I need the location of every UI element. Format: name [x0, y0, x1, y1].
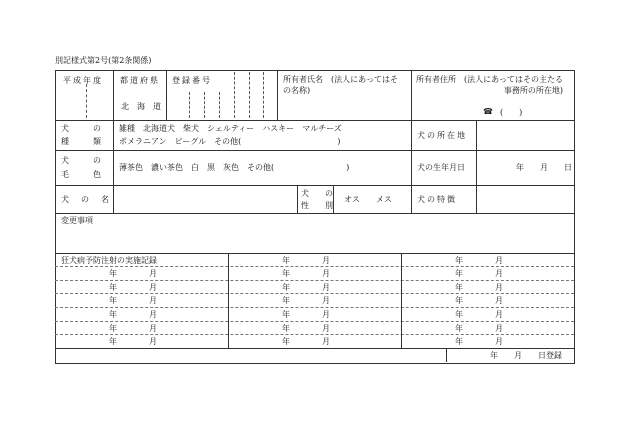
vaccination-cell: 年 月: [109, 283, 157, 292]
sex-label-1: 犬 の: [301, 189, 333, 198]
vaccination-cell: 年 月: [455, 337, 503, 346]
vaccination-cell: 年 月: [455, 310, 503, 319]
vaccination-cell: 年 月: [455, 283, 503, 292]
birth-date: 年 月 日: [516, 163, 572, 172]
vaccination-cell: 年 月: [455, 296, 503, 305]
registration-number-label: 登録番号: [172, 76, 212, 85]
sex-options: オス メス: [344, 195, 392, 204]
dog-name-field[interactable]: [115, 187, 295, 211]
vaccination-cell: 年 月: [109, 324, 157, 333]
breed-label-2: 種 類: [61, 137, 101, 146]
vaccination-cell: 年 月: [282, 324, 330, 333]
color-label-1: 犬 の: [61, 156, 101, 165]
owner-address-label: 所有者住所 (法人にあってはその主たる 事務所の所在地): [416, 75, 564, 95]
color-label-2: 毛 色: [61, 170, 101, 179]
phone-parens: ( ): [500, 108, 523, 117]
vaccination-cell: 年 月: [109, 337, 157, 346]
vaccination-cell: 年 月: [282, 283, 330, 292]
fiscal-year-label: 平成年度: [63, 76, 103, 85]
registration-date: 年 月 日登録: [490, 351, 562, 360]
sex-label-2: 性 別: [301, 201, 333, 210]
owner-name-label: 所有者氏名 (法人にあってはそ の名称): [283, 75, 399, 95]
vaccination-cell: 年 月: [109, 269, 157, 278]
vaccination-label: 狂犬病予防注射の実施記録: [61, 256, 157, 265]
birth-label: 犬の生年月日: [417, 163, 465, 172]
vaccination-header-col3: 年 月: [455, 256, 503, 265]
vaccination-cell: 年 月: [455, 324, 503, 333]
dog-name-label: 犬 の 名: [61, 195, 111, 204]
vaccination-cell: 年 月: [109, 296, 157, 305]
changes-label: 変更事項: [61, 216, 93, 225]
vaccination-cell: 年 月: [282, 269, 330, 278]
vaccination-header-col2: 年 月: [282, 256, 330, 265]
form-caption: 別記様式第2号(第2条関係): [55, 56, 152, 65]
breed-label-1: 犬 の: [61, 124, 101, 133]
breed-options-1: 雑種 北海道犬 柴犬 シェルティー ハスキー マルチーズ: [119, 124, 342, 133]
features-label: 犬の特徴: [417, 195, 457, 204]
prefecture-value: 北 海 道: [121, 102, 161, 111]
phone-icon: ☎: [483, 107, 493, 116]
location-label: 犬の所在地: [417, 131, 467, 140]
vaccination-cell: 年 月: [109, 310, 157, 319]
vaccination-cell: 年 月: [282, 337, 330, 346]
vaccination-cell: 年 月: [282, 296, 330, 305]
color-options: 薄茶色 濃い茶色 白 黒 灰色 その他( ): [119, 163, 350, 172]
vaccination-cell: 年 月: [455, 269, 503, 278]
form-table: [55, 70, 575, 364]
breed-options-2: ポメラニアン ビーグル その他( ): [119, 137, 341, 146]
prefecture-label: 都道府県: [120, 76, 160, 85]
vaccination-cell: 年 月: [282, 310, 330, 319]
